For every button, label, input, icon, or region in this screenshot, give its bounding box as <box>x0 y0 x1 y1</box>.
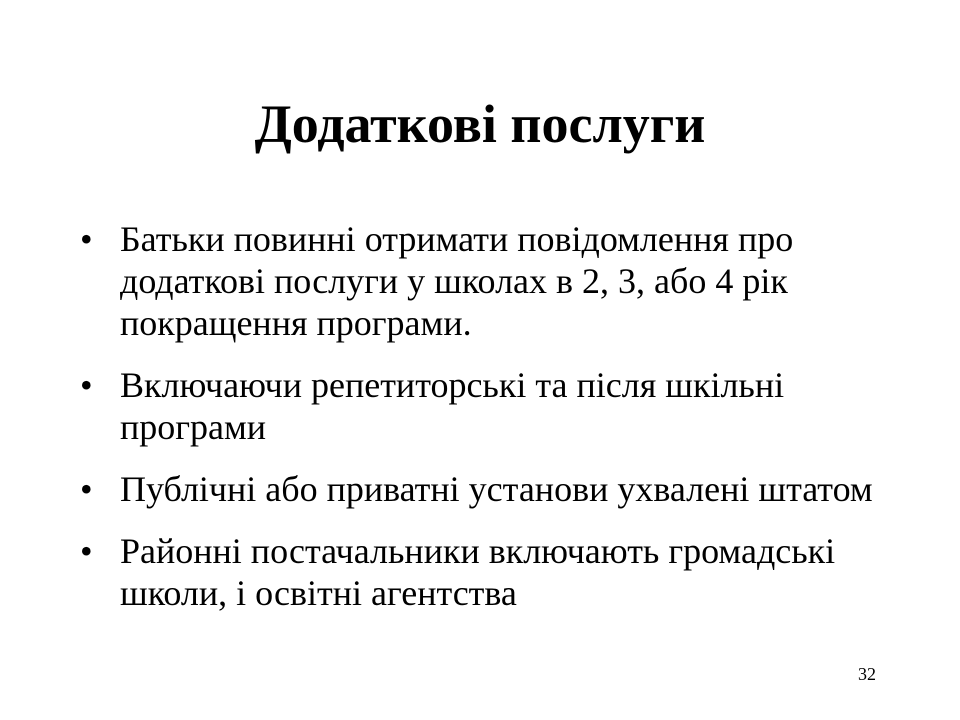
bullet-icon: • <box>80 219 93 259</box>
slide-title: Додаткові послуги <box>254 94 706 154</box>
bullet-item <box>80 468 900 510</box>
bullet-icon: • <box>80 365 93 405</box>
page-number: 32 <box>858 664 876 684</box>
bullet-text: Батьки повинні отримати повідомлення про додаткові послуги у школах в 2, 3, або 4 рік покращення програми. <box>120 219 794 343</box>
bullet-item <box>80 218 900 344</box>
bullet-icon: • <box>80 531 93 571</box>
bullet-icon: • <box>80 469 93 509</box>
bullet-item <box>80 530 900 614</box>
bullet-text: Районні постачальники включають громадські школи, і освітні агентства <box>120 531 836 613</box>
bullet-text: Публічні або приватні установи ухвалені штатом <box>120 469 873 509</box>
bullet-text: Включаючи репетиторські та після шкільні програми <box>120 365 785 447</box>
bullet-item <box>80 364 900 448</box>
bullet-list <box>80 218 900 634</box>
